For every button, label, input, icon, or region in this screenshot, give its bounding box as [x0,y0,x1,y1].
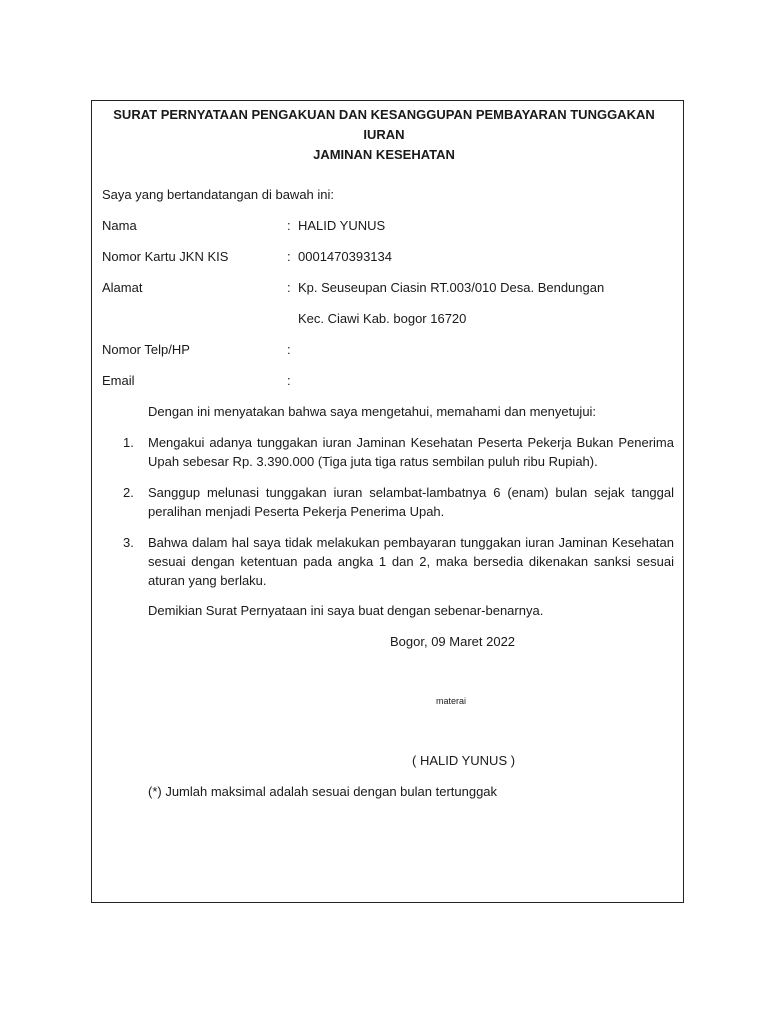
field-colon-alamat: : [287,280,291,295]
list-item-number: 2. [123,485,134,500]
field-value-alamat-line2: Kec. Ciawi Kab. bogor 16720 [298,311,467,326]
list-item-text: Mengakui adanya tunggakan iuran Jaminan Kesehatan Peserta Pekerja Bukan Penerima Upah sebesar Rp. 3.390.000 (Tiga juta tiga ratus sembilan puluh ribu Rupiah). [148,435,674,469]
statement-text: Dengan ini menyatakan bahwa saya mengetahui, memahami dan menyetujui: [148,404,597,419]
field-label-nama: Nama [102,218,137,233]
intro-text: Saya yang bertandatangan di bawah ini: [102,187,335,202]
field-colon-kartu: : [287,249,291,264]
list-item-number: 1. [123,435,134,450]
list-item-text: Sanggup melunasi tunggakan iuran selambat-lambatnya 6 (enam) bulan sejak tanggal peralihan menjadi Peserta Pekerja Penerima Upah. [148,485,674,519]
closing-text: Demikian Surat Pernyataan ini saya buat dengan sebenar-benarnya. [148,603,544,618]
field-value-nama: HALID YUNUS [298,218,386,233]
place-date: Bogor, 09 Maret 2022 [390,634,516,649]
field-colon-nama: : [287,218,291,233]
field-colon-email: : [287,373,291,388]
list-item-number: 3. [123,535,134,550]
field-label-telp: Nomor Telp/HP [102,342,190,357]
title-line-2: JAMINAN KESEHATAN [313,147,455,162]
stamp-label: materai [436,696,467,706]
signature-name: ( HALID YUNUS ) [412,753,516,768]
field-value-alamat: Kp. Seuseupan Ciasin RT.003/010 Desa. Bendungan [298,280,605,295]
field-label-email: Email [102,373,135,388]
document-title [0,105,768,165]
title-line-1: SURAT PERNYATAAN PENGAKUAN DAN KESANGGUPAN PEMBAYARAN TUNGGAKAN IURAN [113,107,655,142]
footnote: (*) Jumlah maksimal adalah sesuai dengan bulan tertunggak [148,784,498,799]
field-value-kartu: 0001470393134 [298,249,392,264]
field-label-alamat: Alamat [102,280,143,295]
list-item-text: Bahwa dalam hal saya tidak melakukan pembayaran tunggakan iuran Jaminan Kesehatan sesuai dengan ketentuan pada angka 1 dan 2, maka bersedia dikenakan sanksi sesuai aturan yang berlaku. [148,535,674,588]
field-label-kartu: Nomor Kartu JKN KIS [102,249,229,264]
field-colon-telp: : [287,342,291,357]
